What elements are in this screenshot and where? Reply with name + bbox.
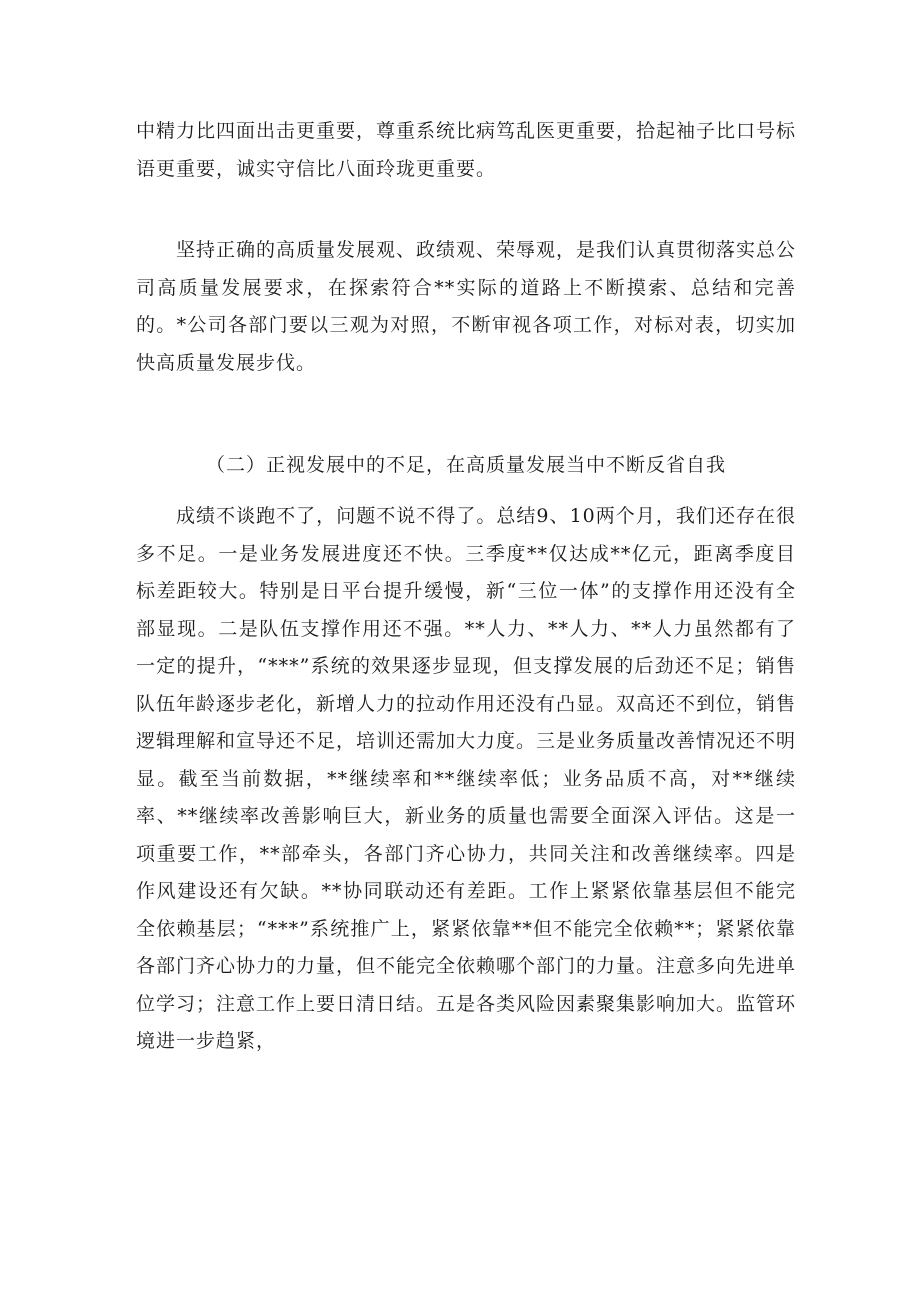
paragraph-continuation: 中精力比四面出击更重要，尊重系统比病笃乱医更重要，拾起袖子比口号标语更重要，诚实守信比八面玲珑更重要。 [136,120,797,180]
paragraph-development-views: 坚持正确的高质量发展观、政绩观、荣辱观，是我们认真贯彻落实总公司高质量发展要求，在探索符合**实际的道路上不断摸索、总结和完善的。*公司各部门要以三观为对照，不断审视各项工作，对标对表，切实加快高质量发展步伐。 [136,239,797,374]
paragraph-shortcomings: 成绩不谈跑不了，问题不说不得了。总结9、10两个月，我们还存在很多不足。一是业务发展进度还不快。三季度**仅达成**亿元，距离季度目标差距较大。特别是日平台提升缓慢，新“三位一体”的支撑作用还没有全部显现。二是队伍支撑作用还不强。**人力、**人力、**人力虽然都有了一定的提升，“***”系统的效果逐步显现，但支撑发展的后劲还不足；销售队伍年龄逐步老化，新增人力的拉动作用还没有凸显。双高还不到位，销售逻辑理解和宣导还不足，培训还需加大力度。三是业务质量改善情况还不明显。截至当前数据，**继续率和**继续率低；业务品质不高，对**继续率、**继续率改善影响巨大，新业务的质量也需要全面深入评估。这是一项重要工作，**部牵头，各部门齐心协力，共同关注和改善继续率。四是作风建设还有欠缺。**协同联动还有差距。工作上紧紧依靠基层但不能完全依赖基层；“***”系统推广上，紧紧依靠**但不能完全依赖**；紧紧依靠各部门齐心协力的力量，但不能完全依赖哪个部门的力量。注意多向先进单位学习；注意工作上要日清日结。五是各类风险因素聚集影响加大。监管环境进一步趋紧， [136,505,797,1052]
section-heading: （二）正视发展中的不足，在高质量发展当中不断反省自我 [205,454,726,476]
